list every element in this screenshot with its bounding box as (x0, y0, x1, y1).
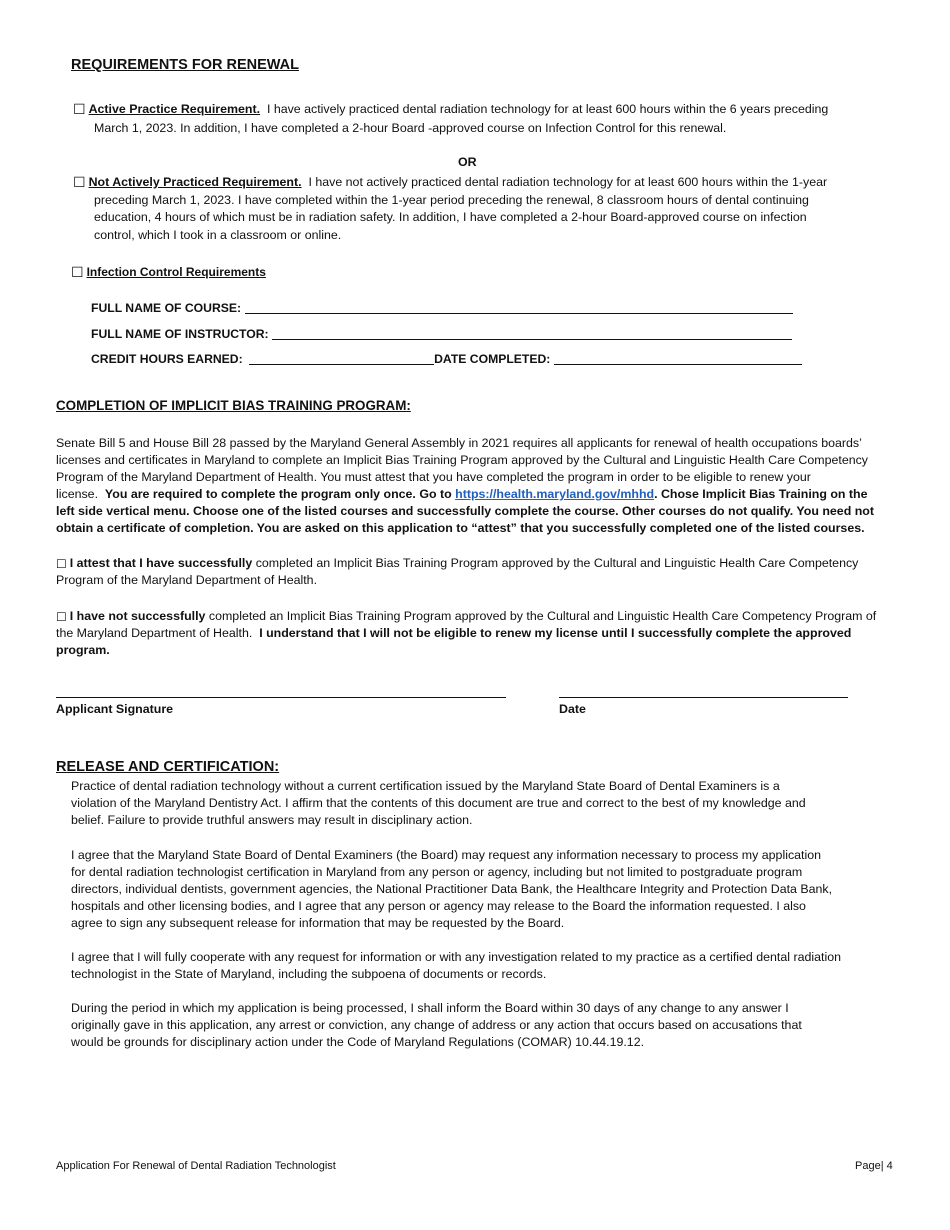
complete-once-text: You are required to complete the program only once. Go to (104, 487, 452, 501)
implicit-bias-paragraph (56, 435, 896, 537)
instructor-name-field[interactable] (272, 327, 792, 340)
release-title: RELEASE AND CERTIFICATION: (56, 759, 280, 775)
implicit-bias-line (56, 486, 896, 503)
active-practice-text-cont: March 1, 2023. In addition, I have completed a 2-hour Board -approved course on Infection Control for this renewal. (94, 121, 727, 135)
active-practice-label: Active Practice Requirement. (88, 102, 261, 116)
release-line: technologist in the State of Maryland, including the subpoena of documents or records. (71, 967, 547, 981)
release-line: violation of the Maryland Dentistry Act. I affirm that the contents of this document are true and correct to the best of my knowledge and (71, 796, 806, 810)
release-line: hospitals and other licensing bodies, and I agree that any person or agency may release to the Board the information requested. I also (71, 899, 806, 913)
not-attest-line2-b: I understand that I will not be eligible to renew my license until I successfully complete the approved (259, 626, 852, 640)
infection-control-checkbox[interactable]: ☐ (71, 264, 84, 280)
course-name-field[interactable] (245, 301, 793, 314)
implicit-bias-line: left side vertical menu. Choose one of the listed courses and successfully complete the course. Other courses do not qualify. You need not (56, 504, 874, 518)
release-paragraph-1 (71, 778, 911, 829)
not-attest-option (56, 608, 906, 659)
not-attest-text: completed an Implicit Bias Training Program approved by the Cultural and Linguistic Health Care Competency Program of (208, 609, 877, 623)
not-attest-line3: program. (56, 643, 110, 657)
release-line: Practice of dental radiation technology without a current certification issued by the Maryland State Board of Dental Examiners is a (71, 779, 780, 793)
infection-control-option (71, 264, 266, 281)
credit-hours-label: CREDIT HOURS EARNED: (91, 352, 243, 366)
release-line: would be grounds for disciplinary action under the Code of Maryland Regulations (COMAR) 10.44.19.12. (71, 1035, 645, 1049)
not-active-option (73, 174, 873, 191)
not-attest-checkbox[interactable]: ☐ (56, 610, 67, 624)
date-completed-field[interactable] (554, 352, 802, 365)
page-number-value: 4 (886, 1160, 893, 1172)
chose-training-text: . Chose Implicit Bias Training on the (654, 487, 868, 501)
release-line: belief. Failure to provide truthful answers may result in disciplinary action. (71, 813, 473, 827)
implicit-bias-line: licenses and certificates in Maryland to complete an Implicit Bias Training Program approved by the Cultural and Linguistic Health Care Competency (56, 453, 868, 467)
signature-date-label: Date (559, 702, 586, 716)
infection-control-label: Infection Control Requirements (86, 265, 266, 279)
credit-date-row (91, 351, 811, 368)
release-line: originally gave in this application, any arrest or conviction, any change of address or any action that occurs based on accusations that (71, 1018, 802, 1032)
attest-bold-text: I attest that I have successfully (69, 556, 253, 570)
release-line: directors, individual dentists, government agencies, the National Practitioner Data Bank, the Healthcare Integrity and Protection Data Bank, (71, 882, 833, 896)
active-practice-option (73, 101, 873, 118)
attest-checkbox[interactable]: ☐ (56, 557, 67, 571)
release-paragraph-2 (71, 847, 911, 932)
signature-date-line[interactable] (559, 697, 848, 698)
not-attest-line2-a: the Maryland Department of Health. (56, 626, 253, 640)
release-line: for dental radiation technologist certification in Maryland from any person or agency, including but not limited to postgraduate program (71, 865, 803, 879)
applicant-signature-line[interactable] (56, 697, 506, 698)
not-active-text: I have not actively practiced dental radiation technology for at least 600 hours within the 1-year (308, 175, 828, 189)
active-practice-text: I have actively practiced dental radiation technology for at least 600 hours within the 6 years preceding (266, 102, 829, 116)
mhhd-link[interactable]: https://health.maryland.gov/mhhd (455, 487, 655, 501)
release-line: During the period in which my application is being processed, I shall inform the Board within 30 days of any change to any answer I (71, 1001, 789, 1015)
not-active-line3: education, 4 hours of which must be in radiation safety. In addition, I have completed a 2-hour Board-approved course on infection (94, 210, 807, 224)
not-active-line2: preceding March 1, 2023. I have completed within the 1-year period preceding the renewal, 8 classroom hours of dental continuing (94, 193, 809, 207)
active-practice-checkbox[interactable]: ☐ (73, 101, 86, 117)
or-label: OR (458, 155, 477, 169)
requirements-title: REQUIREMENTS FOR RENEWAL (71, 57, 299, 73)
release-paragraph-3 (71, 949, 921, 983)
instructor-name-label: FULL NAME OF INSTRUCTOR: (91, 327, 269, 341)
credit-hours-field[interactable] (249, 352, 434, 365)
attest-line2: Program of the Maryland Department of Health. (56, 573, 318, 587)
not-active-line4: control, which I took in a classroom or online. (94, 228, 342, 242)
not-attest-bold-text: I have not successfully (69, 609, 206, 623)
release-line: agree to sign any subsequent release for information that may be requested by the Board. (71, 916, 565, 930)
license-text: license. (56, 487, 99, 501)
attest-text: completed an Implicit Bias Training Program approved by the Cultural and Linguistic Health Care Competency (255, 556, 859, 570)
instructor-name-row (91, 326, 792, 343)
page-label: Page| (855, 1160, 884, 1172)
implicit-bias-line: Program of the Maryland Department of Health. You must attest that you have completed the program in order to be eligible to renew your (56, 470, 811, 484)
page-number (855, 1158, 893, 1175)
implicit-bias-line: obtain a certificate of completion. You are asked on this application to “attest” that you successfully completed one of the listed courses. (56, 521, 865, 535)
release-paragraph-4 (71, 1000, 921, 1051)
course-name-label: FULL NAME OF COURSE: (91, 301, 242, 315)
release-line: I agree that I will fully cooperate with any request for information or with any investigation related to my practice as a certified dental radiation (71, 950, 841, 964)
not-active-label: Not Actively Practiced Requirement. (88, 175, 302, 189)
implicit-bias-line: Senate Bill 5 and House Bill 28 passed by the Maryland General Assembly in 2021 requires all applicants for renewal of health occupations boards’ (56, 436, 862, 450)
release-line: I agree that the Maryland State Board of Dental Examiners (the Board) may request any information necessary to process my application (71, 848, 822, 862)
not-active-checkbox[interactable]: ☐ (73, 174, 86, 190)
attest-option (56, 555, 896, 589)
implicit-bias-title: COMPLETION OF IMPLICIT BIAS TRAINING PROGRAM: (56, 398, 411, 413)
footer-title: Application For Renewal of Dental Radiation Technologist (56, 1160, 336, 1172)
course-name-row (91, 300, 793, 317)
applicant-signature-label: Applicant Signature (56, 702, 174, 716)
date-completed-label: DATE COMPLETED: (434, 352, 551, 366)
